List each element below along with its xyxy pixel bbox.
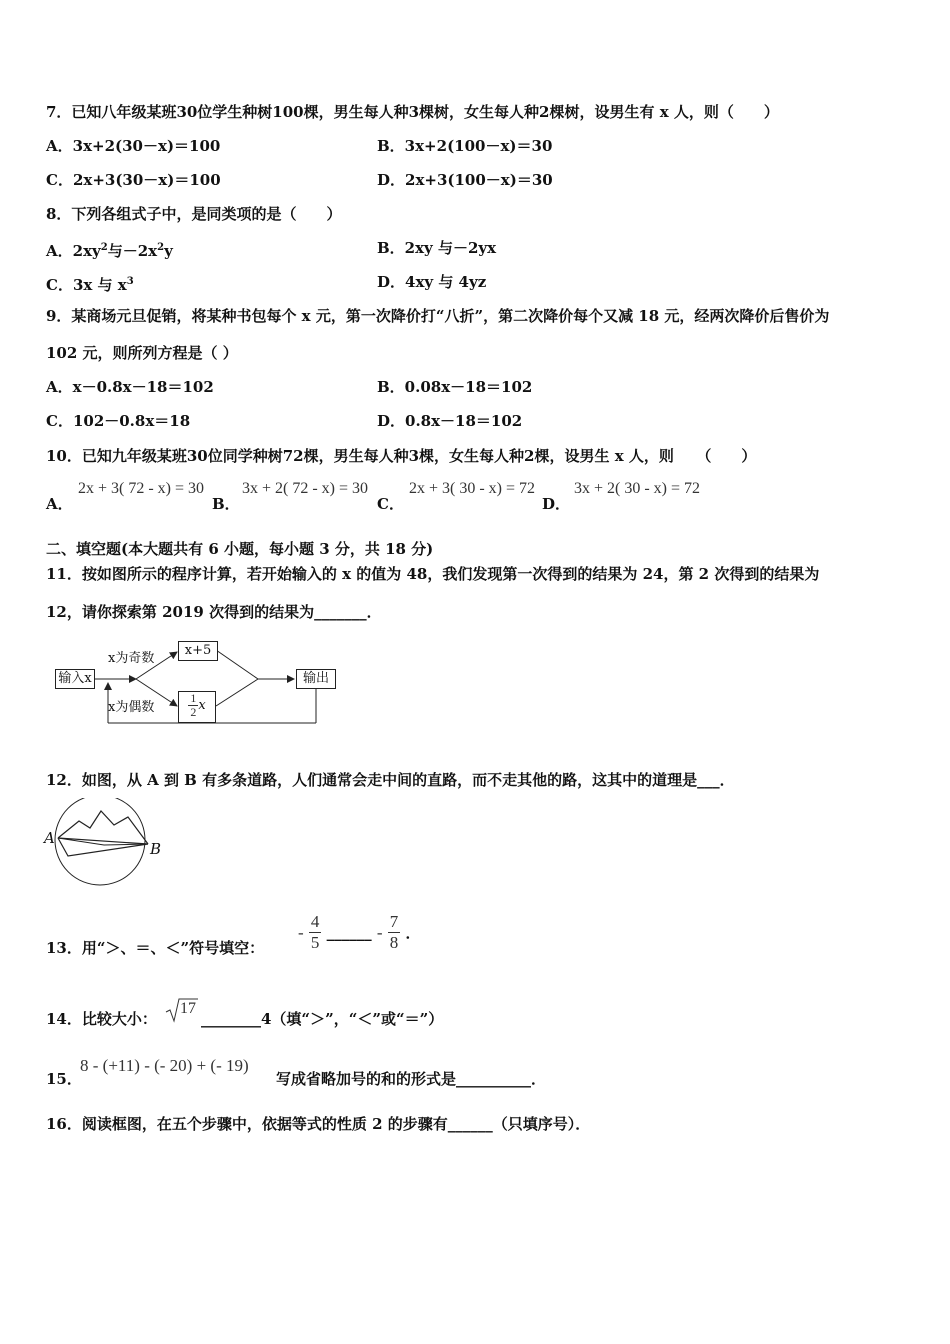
q14-radicand: 17 [180,1000,196,1017]
flow-even-label: x为偶数 [108,700,155,715]
section-heading: 二、填空题(本大题共有 6 小题，每小题 3 分，共 18 分) [46,540,434,558]
q8-option-d: D．4xy 与 4yz [377,273,487,291]
point-a-label: A [44,829,55,847]
q10-option-d-expr: 3x + 2( 30 - x) = 72 [574,480,701,497]
q13-sign-1: - [298,922,304,942]
q7-option-c: C．2x+3(30－x)＝100 [46,171,221,189]
q10-option-a-expr: 2x + 3( 72 - x) = 30 [78,480,205,497]
q7-option-a: A．3x+2(30－x)＝100 [46,137,221,155]
q10-option-b-label: B． [212,495,240,513]
flow-output-box: 输出 [296,669,336,689]
flow-odd-label: x为奇数 [108,651,155,666]
q11-flowchart [50,636,350,731]
q10-option-c-label: C． [377,495,404,513]
q13-fraction-1: $\frac{4}{5}$ [310,912,320,952]
q13-comparison: - $\frac{4}{5}$ ______ - $\frac{7}{8}$ ． [298,912,421,952]
flow-half-box: $\frac{1}{2}$ x [178,691,216,723]
q9-option-d: D．0.8x－18＝102 [377,412,523,430]
q11-stem-line1: 11．按如图所示的程序计算，若开始输入的 x 的值为 48，我们发现第一次得到的结果为 24，第 2 次得到的结果为 [46,565,820,583]
q7-option-b: B．3x+2(100－x)＝30 [377,137,553,155]
q12-figure [44,798,174,888]
q13-stem: 13．用“＞、＝、＜”符号填空： [46,939,265,957]
q13-fraction-2: $\frac{7}{8}$ [389,912,399,952]
q13-sign-2: - [376,922,383,942]
q8-option-c: C．3x 与 $x^3$ [46,276,134,294]
q9-stem-line1: 9．某商场元旦促销，将某种书包每个 x 元，第一次降价打“八折”，第二次降价每个又减 18 元，经两次降价后售价为 [46,307,830,325]
q14-sqrt [165,997,199,1023]
q9-option-c: C．102－0.8x＝18 [46,412,191,430]
flow-plus-five-box: x+5 [178,641,218,661]
q10-option-d-label: D． [542,495,571,513]
q12-stem: 12．如图，从 A 到 B 有多条道路，人们通常会走中间的直路，而不走其他的路，这其中的道理是___． [46,771,735,789]
q7-stem: 7．已知八年级某班30位学生种树100棵，男生每人种3棵树，女生每人种2棵树，设男生有 x 人，则（ ） [46,103,779,121]
q7-option-d: D．2x+3(100－x)＝30 [377,171,553,189]
point-b-label: B [150,840,162,858]
q10-option-b-expr: 3x + 2( 72 - x) = 30 [242,480,369,497]
q13-blank: ______ [326,923,372,942]
q14-rest: ________4（填“＞”，“＜”或“＝”） [201,1010,444,1028]
q8-stem: 8．下列各组式子中，是同类项的是（ ） [46,205,342,223]
q16-stem: 16．阅读框图，在五个步骤中，依据等式的性质 2 的步骤有______（只填序号）． [46,1115,591,1133]
q9-option-a: A．x－0.8x－18＝102 [46,378,214,396]
q14-stem: 14．比较大小： [46,1010,157,1028]
q10-option-a-label: A． [46,495,73,513]
q11-stem-line2: 12，请你探索第 2019 次得到的结果为_______． [46,603,382,621]
q10-stem: 10．已知九年级某班30位同学种树72棵，男生每人种3棵，女生每人种2棵，设男生 x 人，则 （ ） [46,447,757,465]
q9-option-b: B．0.08x－18＝102 [377,378,533,396]
q15-rest: 写成省略加号的和的形式是__________． [276,1070,547,1088]
q8-option-a: A．$2xy^2$与$-2x^2y$ [46,242,173,260]
q10-option-c-expr: 2x + 3( 30 - x) = 72 [409,480,536,497]
q15-expression: 8 - (+11) - (- 20) + (- 19) [80,1056,249,1075]
flow-input-box: 输入x [55,669,95,689]
q9-stem-line2: 102 元，则所列方程是（ ） [46,344,238,362]
q8-option-b: B．2xy 与－2yx [377,239,497,257]
q15-label: 15． [46,1070,82,1088]
